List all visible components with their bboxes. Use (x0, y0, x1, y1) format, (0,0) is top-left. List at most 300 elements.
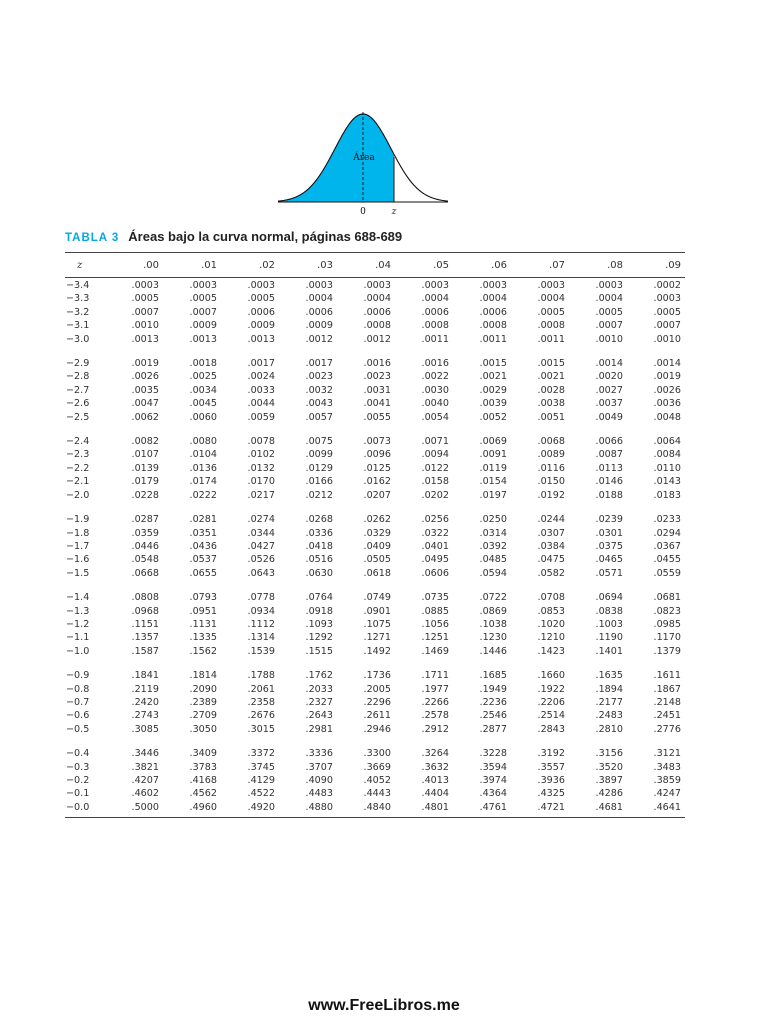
area-value-cell: .1075 (363, 618, 391, 630)
area-value-cell: .0010 (131, 320, 159, 332)
area-value-cell: .0294 (653, 527, 681, 539)
area-value-cell: .0004 (305, 293, 333, 305)
area-value-cell: .0222 (189, 489, 217, 501)
area-value-cell: .2743 (131, 710, 159, 722)
area-value-cell: .2483 (595, 710, 623, 722)
area-value-cell: .0012 (363, 333, 391, 345)
area-value-cell: .0073 (363, 436, 391, 448)
area-value-cell: .0009 (305, 320, 333, 332)
z-value-cell: −0.3 (66, 761, 90, 773)
area-value-cell: .1170 (653, 632, 681, 644)
area-value-cell: .0037 (595, 398, 623, 410)
table-row (65, 540, 685, 553)
area-value-cell: .0681 (653, 592, 681, 604)
area-value-cell: .0250 (479, 514, 507, 526)
table-row (65, 319, 685, 332)
area-value-cell: .3594 (479, 761, 507, 773)
table-row (65, 435, 685, 448)
column-header: .08 (569, 253, 627, 278)
area-value-cell: .0003 (189, 280, 217, 291)
area-value-cell: .0125 (363, 462, 391, 474)
table-row (65, 709, 685, 722)
area-value-cell: .0166 (305, 476, 333, 488)
area-value-cell: .2148 (653, 696, 681, 708)
area-value-cell: .0011 (479, 333, 507, 345)
z-value-cell: −1.2 (66, 618, 90, 630)
area-value-cell: .1446 (479, 645, 507, 657)
area-value-cell: .0020 (595, 371, 623, 383)
header-row (65, 253, 685, 278)
area-value-cell: .0150 (537, 476, 565, 488)
group-spacer (65, 424, 685, 435)
area-value-cell: .1814 (189, 670, 217, 682)
area-value-cell: .0107 (131, 449, 159, 461)
area-value-cell: .4562 (189, 788, 217, 800)
area-value-cell: .0233 (653, 514, 681, 526)
area-value-cell: .4681 (569, 801, 627, 818)
area-value-cell: .0869 (479, 605, 507, 617)
area-value-cell: .4880 (279, 801, 337, 818)
area-value-cell: .0344 (247, 527, 275, 539)
z-value-cell: −2.4 (66, 436, 90, 448)
area-value-cell: .4286 (595, 788, 623, 800)
area-value-cell: .0139 (131, 462, 159, 474)
area-value-cell: .3483 (653, 761, 681, 773)
zero-label: 0 (360, 207, 366, 217)
area-value-cell: .1112 (247, 618, 275, 630)
area-value-cell: .1230 (479, 632, 507, 644)
z-value-cell: −2.1 (66, 476, 90, 488)
z-value-cell: −2.6 (66, 398, 90, 410)
area-value-cell: .2206 (537, 696, 565, 708)
area-value-cell: .3300 (363, 748, 391, 760)
area-value-cell: .0048 (653, 411, 681, 423)
area-value-cell: .1539 (247, 645, 275, 657)
area-value-cell: .0170 (247, 476, 275, 488)
z-value-cell: −0.5 (66, 723, 90, 735)
z-value-cell: −2.9 (66, 358, 90, 370)
area-value-cell: .1685 (479, 670, 507, 682)
area-value-cell: .0934 (247, 605, 275, 617)
area-value-cell: .1003 (595, 618, 623, 630)
spacer-cell (65, 736, 685, 747)
area-value-cell: .0016 (421, 358, 449, 370)
normal-distribution-table (65, 252, 685, 818)
area-value-cell: .2119 (131, 683, 159, 695)
area-value-cell: .0119 (479, 462, 507, 474)
area-value-cell: .0024 (247, 371, 275, 383)
area-value-cell: .0005 (595, 306, 623, 318)
area-value-cell: .0113 (595, 462, 623, 474)
table-caption (65, 228, 705, 246)
area-value-cell: .3156 (595, 748, 623, 760)
area-value-cell: .0003 (479, 280, 507, 291)
table-row (65, 411, 685, 424)
area-value-cell: .0722 (479, 592, 507, 604)
z-column-header: z (65, 253, 105, 278)
z-value-cell: −3.3 (66, 293, 90, 305)
area-value-cell: .0025 (189, 371, 217, 383)
area-value-cell: .0060 (189, 411, 217, 423)
area-value-cell: .1788 (247, 670, 275, 682)
table-row (65, 384, 685, 397)
area-value-cell: .0040 (421, 398, 449, 410)
area-value-cell: .0045 (189, 398, 217, 410)
area-value-cell: .0618 (363, 567, 391, 579)
area-value-cell: .2266 (421, 696, 449, 708)
area-value-cell: .0005 (247, 293, 275, 305)
area-value-cell: .3783 (189, 761, 217, 773)
area-value-cell: .0003 (653, 293, 681, 305)
area-value-cell: .1423 (537, 645, 565, 657)
table-row (65, 761, 685, 774)
area-value-cell: .1210 (537, 632, 565, 644)
area-value-cell: .0009 (189, 320, 217, 332)
z-value-cell: −1.5 (66, 567, 90, 579)
area-value-cell: .1587 (131, 645, 159, 657)
spacer-cell (65, 424, 685, 435)
area-value-cell: .0823 (653, 605, 681, 617)
area-value-cell: .0418 (305, 540, 333, 552)
area-value-cell: .0049 (595, 411, 623, 423)
table-tag: TABLA 3 (65, 232, 120, 244)
area-value-cell: .0749 (363, 592, 391, 604)
area-value-cell: .0006 (479, 306, 507, 318)
area-value-cell: .1190 (595, 632, 623, 644)
z-value-cell: −0.0 (65, 801, 105, 818)
area-value-cell: .0047 (131, 398, 159, 410)
area-value-cell: .0027 (595, 384, 623, 396)
area-value-cell: .0162 (363, 476, 391, 488)
area-value-cell: .0028 (537, 384, 565, 396)
area-value-cell: .0031 (363, 384, 391, 396)
area-value-cell: .0427 (247, 540, 275, 552)
table-row (65, 370, 685, 383)
area-value-cell: .2451 (653, 710, 681, 722)
area-value-cell: .3409 (189, 748, 217, 760)
area-value-cell: .0033 (247, 384, 275, 396)
z-value-cell: −0.9 (66, 670, 90, 682)
area-value-cell: .0075 (305, 436, 333, 448)
spacer-cell (65, 346, 685, 357)
area-value-cell: .3669 (363, 761, 391, 773)
area-value-cell: .2877 (479, 723, 507, 735)
area-value-cell: .0918 (305, 605, 333, 617)
spacer-cell (65, 580, 685, 591)
area-value-cell: .0526 (247, 554, 275, 566)
area-value-cell: .2643 (305, 710, 333, 722)
area-value-cell: .0005 (653, 306, 681, 318)
area-value-cell: .1611 (653, 670, 681, 682)
area-value-cell: .3050 (189, 723, 217, 735)
area-value-cell: .0012 (305, 333, 333, 345)
area-value-cell: .3264 (421, 748, 449, 760)
z-value-cell: −3.4 (66, 280, 90, 291)
area-value-cell: .0392 (479, 540, 507, 552)
table-row (65, 462, 685, 475)
area-value-cell: .0034 (189, 384, 217, 396)
area-value-cell: .0003 (421, 280, 449, 291)
column-header: .00 (105, 253, 163, 278)
area-value-cell: .4721 (511, 801, 569, 818)
area-value-cell: .0630 (305, 567, 333, 579)
area-value-cell: .0985 (653, 618, 681, 630)
area-value-cell: .1251 (421, 632, 449, 644)
area-value-cell: .0006 (421, 306, 449, 318)
area-value-cell: .1151 (131, 618, 159, 630)
z-value-cell: −1.8 (66, 527, 90, 539)
area-value-cell: .4207 (131, 775, 159, 786)
area-value-cell: .0023 (363, 371, 391, 383)
area-value-cell: .0778 (247, 592, 275, 604)
area-value-cell: .0089 (537, 449, 565, 461)
area-value-cell: .0735 (421, 592, 449, 604)
area-value-cell: .1562 (189, 645, 217, 657)
area-value-cell: .0336 (305, 527, 333, 539)
area-value-cell: .1469 (421, 645, 449, 657)
z-value-cell: −1.4 (66, 592, 90, 604)
column-header: .03 (279, 253, 337, 278)
area-value-cell: .1711 (421, 670, 449, 682)
area-value-cell: .3015 (247, 723, 275, 735)
area-value-cell: .1379 (653, 645, 681, 657)
area-value-cell: .1492 (363, 645, 391, 657)
area-value-cell: .0110 (653, 462, 681, 474)
table-row (65, 333, 685, 346)
table-row (65, 553, 685, 566)
area-value-cell: .0329 (363, 527, 391, 539)
area-value-cell: .4443 (363, 788, 391, 800)
table-row (65, 787, 685, 800)
area-value-cell: .2810 (595, 723, 623, 735)
area-value-cell: .0014 (653, 358, 681, 370)
area-value-cell: .0594 (479, 567, 507, 579)
area-value-cell: .0052 (479, 411, 507, 423)
spacer-cell (65, 502, 685, 513)
area-value-cell: .0183 (653, 489, 681, 501)
area-value-cell: .1401 (595, 645, 623, 657)
area-value-cell: .2090 (189, 683, 217, 695)
area-value-cell: .2033 (305, 683, 333, 695)
z-value-cell: −1.9 (66, 514, 90, 526)
area-value-cell: .1038 (479, 618, 507, 630)
area-value-cell: .2514 (537, 710, 565, 722)
area-value-cell: .0026 (131, 371, 159, 383)
area-value-cell: .0006 (247, 306, 275, 318)
area-value-cell: .0005 (189, 293, 217, 305)
area-value-cell: .0351 (189, 527, 217, 539)
area-value-cell: .0096 (363, 449, 391, 461)
area-value-cell: .0068 (537, 436, 565, 448)
area-value-cell: .0029 (479, 384, 507, 396)
z-value-cell: −2.5 (66, 411, 90, 423)
area-value-cell: .0041 (363, 398, 391, 410)
area-value-cell: .0548 (131, 554, 159, 566)
area-value-cell: .0071 (421, 436, 449, 448)
area-value-cell: .0044 (247, 398, 275, 410)
area-value-cell: .3121 (653, 748, 681, 760)
z-value-cell: −3.0 (66, 333, 90, 345)
area-value-cell: .4129 (247, 775, 275, 786)
area-value-cell: .0003 (131, 280, 159, 291)
z-value-cell: −0.6 (66, 710, 90, 722)
area-value-cell: .4522 (247, 788, 275, 800)
area-value-cell: .0116 (537, 462, 565, 474)
table-row (65, 489, 685, 502)
area-value-cell: .0901 (363, 605, 391, 617)
area-value-cell: .0094 (421, 449, 449, 461)
area-value-cell: .2776 (653, 723, 681, 735)
table-body (65, 278, 685, 818)
area-value-cell: .2005 (363, 683, 391, 695)
column-header: .01 (163, 253, 221, 278)
area-value-cell: .1867 (653, 683, 681, 695)
area-value-cell: .0004 (537, 293, 565, 305)
area-value-cell: .2358 (247, 696, 275, 708)
area-value-cell: .0179 (131, 476, 159, 488)
area-value-cell: .0036 (653, 398, 681, 410)
z-value-cell: −1.3 (66, 605, 90, 617)
area-value-cell: .0409 (363, 540, 391, 552)
table-row (65, 448, 685, 461)
area-value-cell: .4801 (395, 801, 453, 818)
area-value-cell: .0655 (189, 567, 217, 579)
area-value-cell: .0207 (363, 489, 391, 501)
area-value-cell: .0013 (131, 333, 159, 345)
area-value-cell: .1020 (537, 618, 565, 630)
area-value-cell: .3821 (131, 761, 159, 773)
table-row (65, 696, 685, 709)
area-value-cell: .0465 (595, 554, 623, 566)
area-value-cell: .0032 (305, 384, 333, 396)
area-value-cell: .3745 (247, 761, 275, 773)
area-value-cell: .1093 (305, 618, 333, 630)
area-value-cell: .3859 (653, 775, 681, 786)
area-value-cell: .0003 (537, 280, 565, 291)
area-value-cell: .0322 (421, 527, 449, 539)
area-value-cell: .0274 (247, 514, 275, 526)
table-row (65, 475, 685, 488)
area-value-cell: .2709 (189, 710, 217, 722)
area-value-cell: .0007 (131, 306, 159, 318)
area-value-cell: .0375 (595, 540, 623, 552)
spacer-cell (65, 658, 685, 669)
area-value-cell: .0401 (421, 540, 449, 552)
footer-watermark: www.FreeLibros.me (308, 997, 460, 1014)
area-value-cell: .0102 (247, 449, 275, 461)
area-value-cell: .0192 (537, 489, 565, 501)
column-header: .05 (395, 253, 453, 278)
table-row (65, 605, 685, 618)
area-value-cell: .2981 (305, 723, 333, 735)
area-value-cell: .4483 (305, 788, 333, 800)
z-value-cell: −1.0 (66, 645, 90, 657)
area-value-cell: .0132 (247, 462, 275, 474)
table-row (65, 683, 685, 696)
area-value-cell: .0446 (131, 540, 159, 552)
area-value-cell: .0014 (595, 358, 623, 370)
area-value-cell: .0007 (189, 306, 217, 318)
area-value-cell: .0212 (305, 489, 333, 501)
area-value-cell: .0475 (537, 554, 565, 566)
area-value-cell: .0057 (305, 411, 333, 423)
area-value-cell: .3085 (131, 723, 159, 735)
area-value-cell: .0008 (479, 320, 507, 332)
area-value-cell: .0017 (247, 358, 275, 370)
area-value-cell: .0039 (479, 398, 507, 410)
area-value-cell: .0011 (537, 333, 565, 345)
area-value-cell: .2546 (479, 710, 507, 722)
area-value-cell: .0023 (305, 371, 333, 383)
area-value-cell: .1335 (189, 632, 217, 644)
z-value-cell: −0.1 (66, 788, 90, 800)
table-row (65, 292, 685, 305)
table-row (65, 357, 685, 370)
area-value-cell: .0537 (189, 554, 217, 566)
area-value-cell: .0516 (305, 554, 333, 566)
area-value-cell: .0006 (305, 306, 333, 318)
area-value-cell: .0019 (653, 371, 681, 383)
area-value-cell: .1660 (537, 670, 565, 682)
area-value-cell: .0004 (363, 293, 391, 305)
area-value-cell: .0004 (479, 293, 507, 305)
area-value-cell: .0021 (479, 371, 507, 383)
area-value-cell: .0694 (595, 592, 623, 604)
area-value-cell: .0043 (305, 398, 333, 410)
area-value-cell: .1977 (421, 683, 449, 695)
area-value-cell: .0436 (189, 540, 217, 552)
area-value-cell: .4052 (363, 775, 391, 786)
area-value-cell: .0262 (363, 514, 391, 526)
normal-curve-figure (270, 104, 456, 220)
area-value-cell: .0013 (247, 333, 275, 345)
area-value-cell: .4761 (453, 801, 511, 818)
group-spacer (65, 502, 685, 513)
area-value-cell: .0606 (421, 567, 449, 579)
area-value-cell: .4013 (421, 775, 449, 786)
area-value-cell: .0582 (537, 567, 565, 579)
area-value-cell: .0013 (189, 333, 217, 345)
area-value-cell: .0008 (363, 320, 391, 332)
area-value-cell: .0495 (421, 554, 449, 566)
area-value-cell: .0030 (421, 384, 449, 396)
area-value-cell: .0038 (537, 398, 565, 410)
area-value-cell: .0082 (131, 436, 159, 448)
area-value-cell: .0002 (653, 280, 681, 291)
z-value-cell: −2.7 (66, 384, 90, 396)
area-value-cell: .0505 (363, 554, 391, 566)
area-value-cell: .2912 (421, 723, 449, 735)
area-value-cell: .1357 (131, 632, 159, 644)
area-value-cell: .0314 (479, 527, 507, 539)
table-row (65, 747, 685, 760)
z-value-cell: −0.7 (66, 696, 90, 708)
area-value-cell: .2236 (479, 696, 507, 708)
area-value-cell: .0808 (131, 592, 159, 604)
area-value-cell: .0008 (421, 320, 449, 332)
area-value-cell: .0301 (595, 527, 623, 539)
area-value-cell: .4325 (537, 788, 565, 800)
area-value-cell: .4602 (131, 788, 159, 800)
area-value-cell: .2946 (363, 723, 391, 735)
area-value-cell: .3336 (305, 748, 333, 760)
area-value-cell: .0256 (421, 514, 449, 526)
z-value-cell: −2.0 (66, 489, 90, 501)
z-value-cell: −3.1 (66, 320, 90, 332)
area-value-cell: .2843 (537, 723, 565, 735)
area-value-cell: .0055 (363, 411, 391, 423)
area-value-cell: .1762 (305, 670, 333, 682)
